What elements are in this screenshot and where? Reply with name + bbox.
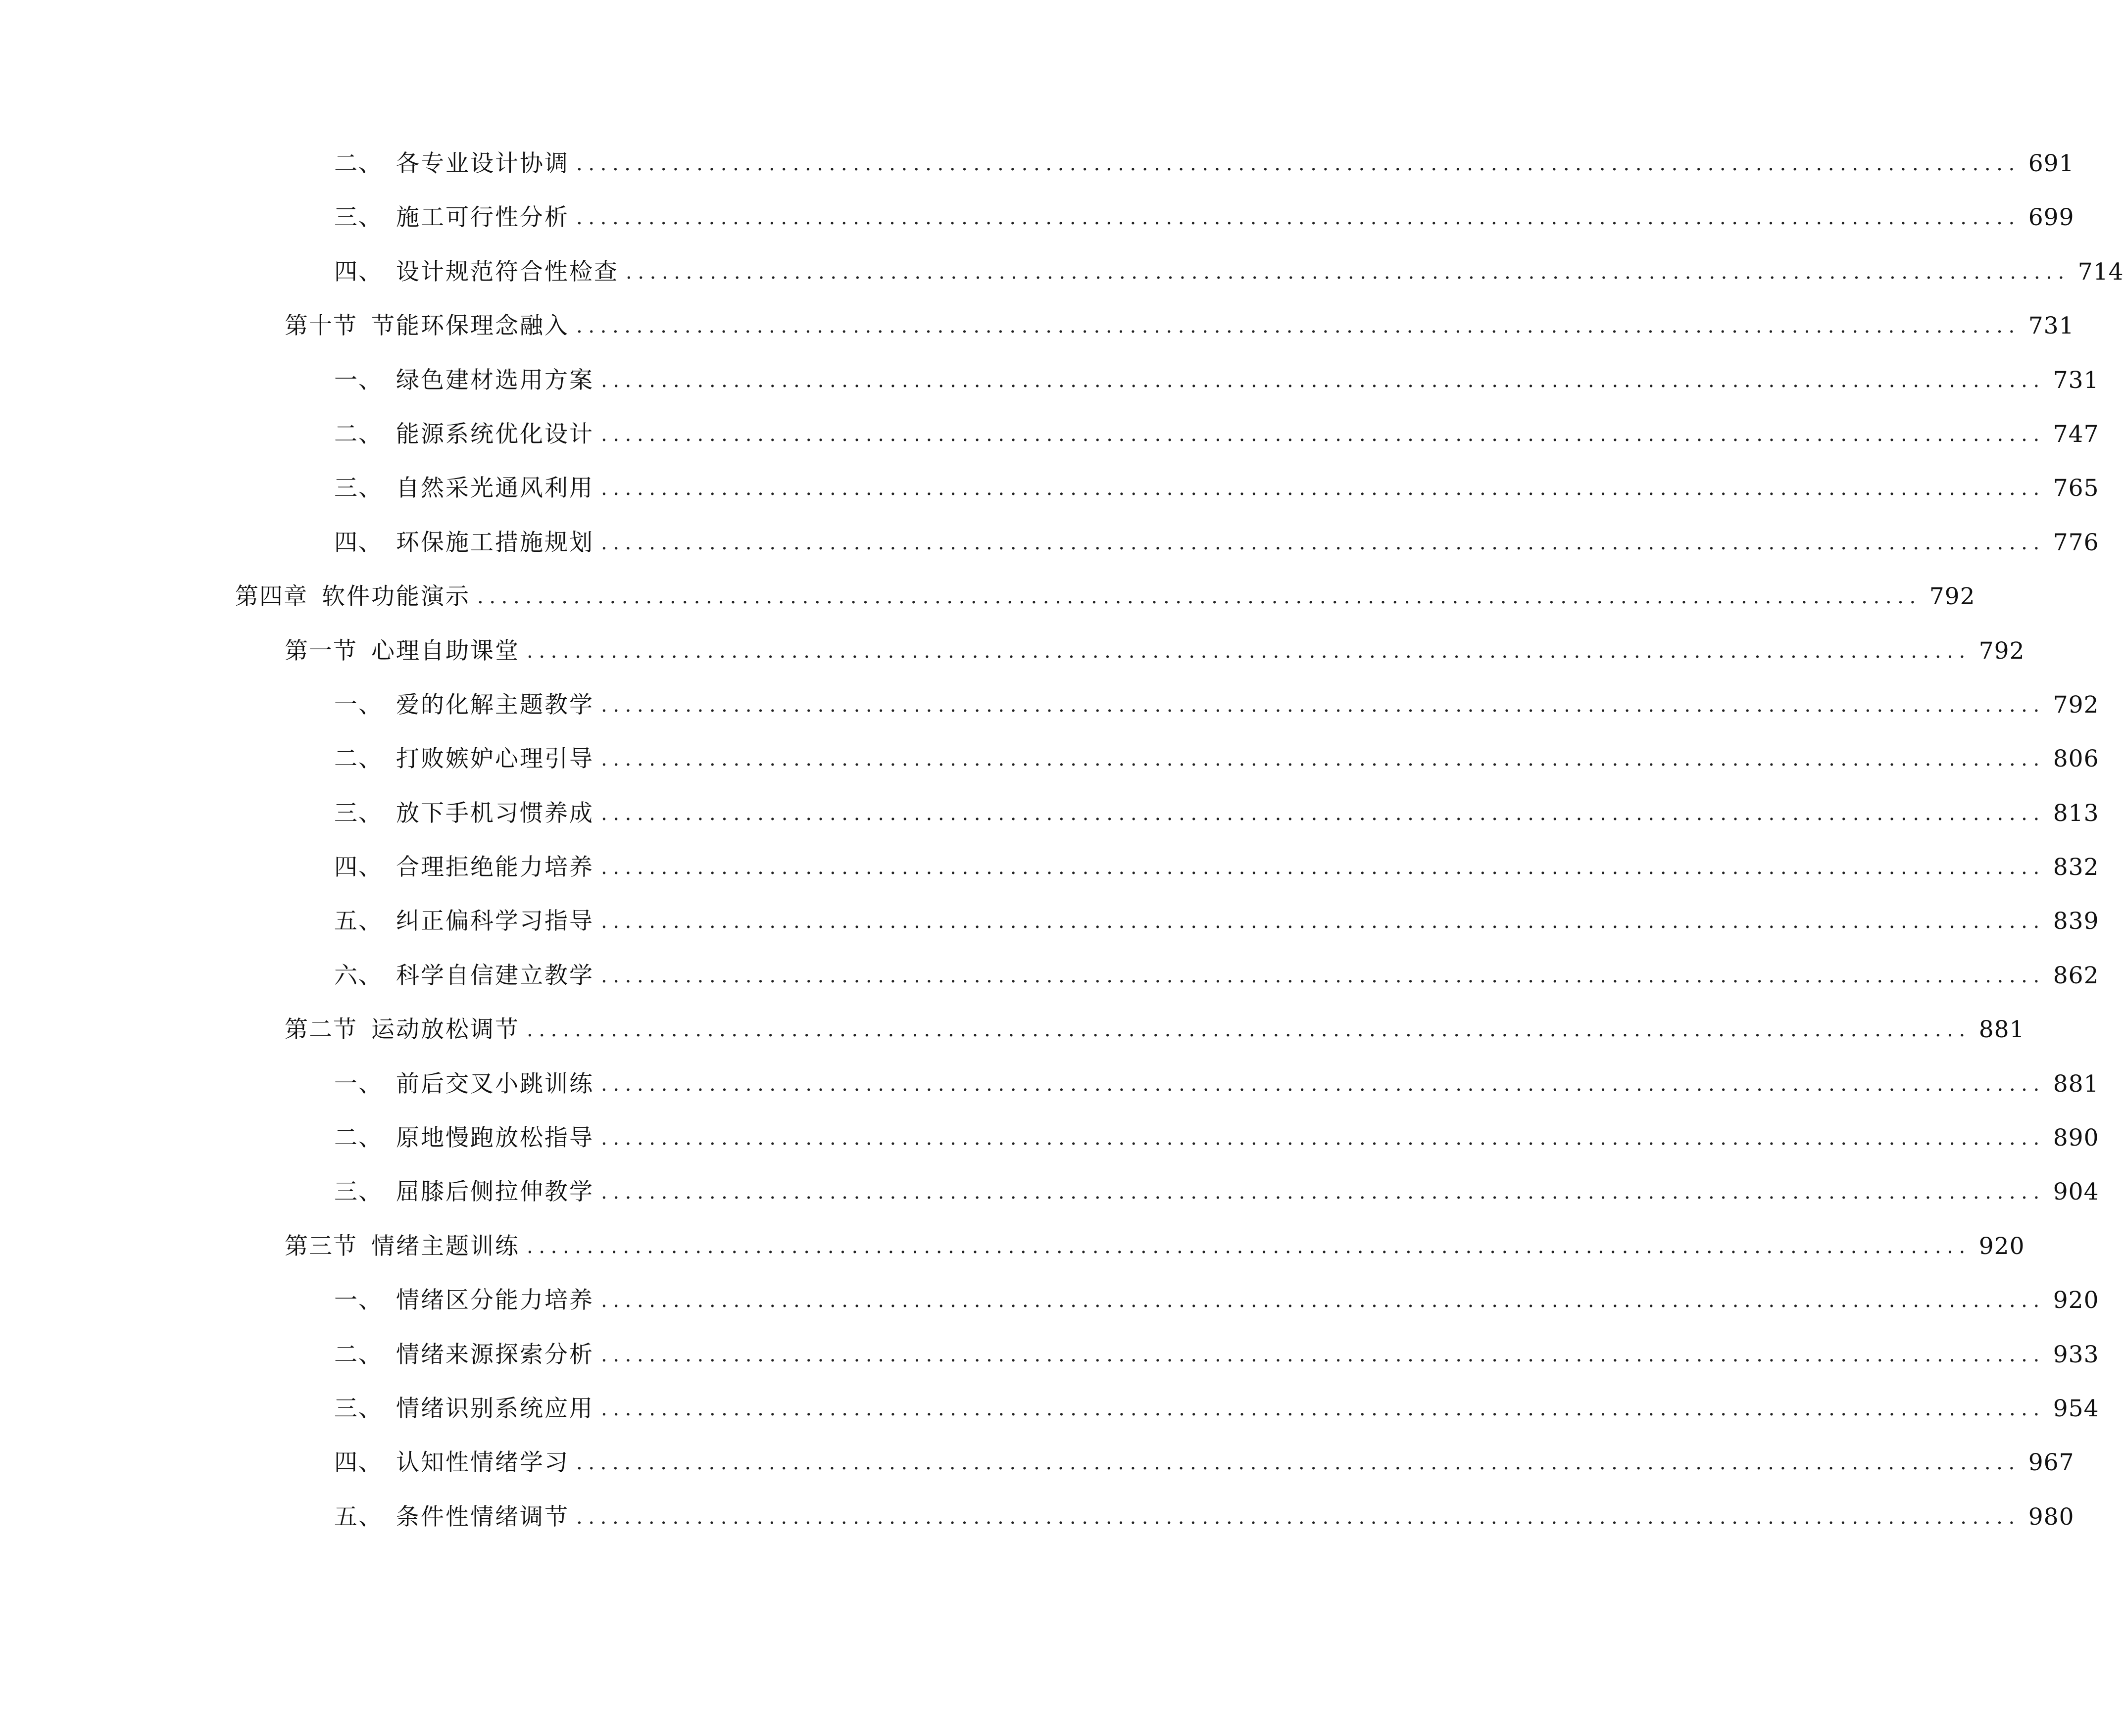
toc-entry-line: [334, 1172, 2099, 1212]
toc-entry-title: 运动放松调节: [371, 1016, 520, 1044]
toc-entry-title: 打败嫉妒心理引导: [396, 745, 594, 773]
toc-entry[interactable]: [0, 577, 1976, 631]
toc-dot-leader: ........................................................................................................................: [576, 1505, 2021, 1529]
toc-entry[interactable]: [0, 739, 2099, 793]
toc-entry[interactable]: [0, 144, 2075, 198]
toc-entry-number: 第十节: [285, 312, 357, 340]
toc-entry[interactable]: [0, 198, 2075, 252]
toc-entry-line: [334, 198, 2075, 238]
toc-entry-number: 二、: [334, 745, 383, 773]
toc-entry-page-number: 776: [2053, 529, 2099, 556]
toc-entry[interactable]: [0, 1443, 2075, 1497]
toc-entry-page-number: 747: [2053, 420, 2099, 448]
toc-entry[interactable]: [0, 252, 2124, 306]
toc-entry-line: [285, 1227, 2025, 1266]
toc-entry-title: 科学自信建立教学: [396, 962, 594, 989]
toc-entry-page-number: 904: [2053, 1178, 2099, 1206]
toc-entry[interactable]: [0, 685, 2099, 739]
toc-dot-leader: ........................................................................................................................: [601, 1343, 2045, 1366]
toc-entry-title: 爱的化解主题教学: [396, 691, 594, 719]
toc-entry-number: 四、: [334, 258, 383, 286]
toc-dot-leader: ........................................................................................................................: [601, 1181, 2045, 1204]
toc-dot-leader: ........................................................................................................................: [601, 1072, 2045, 1096]
toc-entry-number: 二、: [334, 150, 383, 177]
toc-entry-page-number: 731: [2053, 366, 2099, 394]
toc-entry-title: 原地慢跑放松指导: [396, 1124, 594, 1152]
toc-entry-line: [285, 631, 2025, 671]
toc-entry-line: [334, 469, 2099, 508]
toc-dot-leader: ........................................................................................................................: [601, 369, 2045, 392]
toc-entry-line: [285, 1010, 2025, 1050]
toc-entry-number: 一、: [334, 1070, 383, 1098]
toc-entry-title: 环保施工措施规划: [396, 529, 594, 556]
toc-entry-page-number: 920: [1978, 1232, 2025, 1260]
toc-entry[interactable]: [0, 361, 2099, 415]
toc-entry-number: 四、: [334, 854, 383, 881]
toc-entry-page-number: 792: [1929, 583, 1976, 611]
toc-dot-leader: ........................................................................................................................: [576, 152, 2021, 175]
toc-entry[interactable]: [0, 794, 2099, 848]
toc-entry-line: [334, 361, 2099, 400]
toc-entry-page-number: 933: [2053, 1341, 2099, 1368]
toc-entry-number: 二、: [334, 1341, 383, 1368]
toc-entry[interactable]: [0, 1118, 2099, 1172]
toc-dot-leader: ........................................................................................................................: [601, 802, 2045, 825]
toc-entry-title: 认知性情绪学习: [396, 1449, 569, 1477]
toc-entry[interactable]: [0, 1064, 2099, 1118]
toc-entry-number: 第四章: [235, 583, 308, 611]
toc-entry[interactable]: [0, 1389, 2099, 1443]
toc-entry-page-number: 980: [2028, 1503, 2075, 1531]
toc-entry-title: 合理拒绝能力培养: [396, 854, 594, 881]
table-of-contents: [0, 144, 2124, 1551]
toc-dot-leader: ........................................................................................................................: [527, 639, 1971, 663]
toc-entry[interactable]: [0, 415, 2099, 469]
toc-entry-page-number: 954: [2053, 1395, 2099, 1422]
toc-entry-line: [334, 902, 2099, 941]
toc-dot-leader: ........................................................................................................................: [601, 910, 2045, 933]
toc-dot-leader: ........................................................................................................................: [601, 1397, 2045, 1420]
toc-dot-leader: ........................................................................................................................: [601, 856, 2045, 879]
toc-entry-title: 各专业设计协调: [396, 150, 569, 177]
toc-entry-number: 第一节: [285, 637, 357, 665]
toc-entry-number: 一、: [334, 691, 383, 719]
toc-entry-number: 二、: [334, 1124, 383, 1152]
toc-entry-title: 心理自助课堂: [371, 637, 520, 665]
toc-entry-line: [334, 1335, 2099, 1375]
toc-entry[interactable]: [0, 956, 2099, 1010]
toc-entry-page-number: 806: [2053, 745, 2099, 773]
toc-entry-line: [334, 415, 2099, 454]
toc-entry-number: 五、: [334, 1503, 383, 1531]
toc-entry-number: 五、: [334, 908, 383, 935]
toc-entry-number: 三、: [334, 1395, 383, 1422]
toc-entry-title: 设计规范符合性检查: [396, 258, 619, 286]
toc-entry-line: [334, 794, 2099, 833]
toc-entry-line: [334, 1064, 2099, 1104]
toc-dot-leader: ........................................................................................................................: [576, 1451, 2021, 1475]
toc-entry-number: 三、: [334, 799, 383, 827]
toc-entry-page-number: 792: [1978, 637, 2025, 665]
toc-entry-title: 节能环保理念融入: [371, 312, 569, 340]
toc-entry-number: 第二节: [285, 1016, 357, 1044]
toc-entry-page-number: 967: [2028, 1449, 2075, 1477]
toc-entry-page-number: 890: [2053, 1124, 2099, 1152]
toc-entry-title: 情绪主题训练: [371, 1232, 520, 1260]
toc-entry-line: [334, 848, 2099, 887]
toc-entry[interactable]: [0, 1227, 2025, 1281]
toc-dot-leader: ........................................................................................................................: [477, 585, 1922, 609]
toc-entry-page-number: 862: [2053, 962, 2099, 989]
toc-entry-line: [334, 144, 2075, 184]
toc-entry[interactable]: [0, 523, 2099, 577]
toc-entry[interactable]: [0, 469, 2099, 523]
toc-entry-title: 放下手机习惯养成: [396, 799, 594, 827]
toc-entry-page-number: 881: [1978, 1016, 2025, 1044]
toc-entry-number: 三、: [334, 475, 383, 502]
toc-entry-number: 一、: [334, 366, 383, 394]
toc-entry[interactable]: [0, 1497, 2075, 1551]
toc-entry-title: 纠正偏科学习指导: [396, 908, 594, 935]
toc-entry-number: 第三节: [285, 1232, 357, 1260]
toc-entry-page-number: 699: [2028, 204, 2075, 232]
toc-dot-leader: ........................................................................................................................: [601, 423, 2045, 446]
toc-entry[interactable]: [0, 631, 2025, 685]
toc-dot-leader: ........................................................................................................................: [527, 1235, 1971, 1258]
toc-dot-leader: ........................................................................................................................: [601, 477, 2045, 500]
toc-entry-number: 三、: [334, 204, 383, 232]
toc-entry-page-number: 765: [2053, 475, 2099, 502]
toc-entry[interactable]: [0, 848, 2099, 902]
toc-entry-line: [334, 1443, 2075, 1483]
toc-entry-title: 情绪区分能力培养: [396, 1287, 594, 1314]
toc-entry-title: 情绪识别系统应用: [396, 1395, 594, 1422]
toc-entry-title: 屈膝后侧拉伸教学: [396, 1178, 594, 1206]
toc-entry[interactable]: [0, 1281, 2099, 1335]
toc-dot-leader: ........................................................................................................................: [601, 1289, 2045, 1312]
toc-entry-title: 施工可行性分析: [396, 204, 569, 232]
toc-entry[interactable]: [0, 1010, 2025, 1064]
toc-entry-title: 绿色建材选用方案: [396, 366, 594, 394]
toc-entry-number: 六、: [334, 962, 383, 989]
toc-entry-line: [334, 252, 2124, 292]
toc-entry-title: 条件性情绪调节: [396, 1503, 569, 1531]
toc-dot-leader: ........................................................................................................................: [601, 531, 2045, 554]
toc-entry-line: [334, 1118, 2099, 1158]
toc-entry-page-number: 839: [2053, 908, 2099, 935]
toc-entry-page-number: 731: [2028, 312, 2075, 340]
toc-dot-leader: ........................................................................................................................: [601, 693, 2045, 717]
toc-entry-line: [334, 956, 2099, 996]
toc-dot-leader: ........................................................................................................................: [601, 748, 2045, 771]
toc-entry-title: 前后交叉小跳训练: [396, 1070, 594, 1098]
toc-entry-number: 三、: [334, 1178, 383, 1206]
toc-entry-number: 二、: [334, 420, 383, 448]
toc-dot-leader: ........................................................................................................................: [626, 260, 2070, 284]
toc-dot-leader: ........................................................................................................................: [601, 1127, 2045, 1150]
toc-dot-leader: ........................................................................................................................: [527, 1018, 1971, 1042]
toc-entry[interactable]: [0, 1335, 2099, 1389]
toc-entry-line: [235, 577, 1976, 617]
toc-entry-line: [334, 1281, 2099, 1320]
toc-entry-page-number: 691: [2028, 150, 2075, 177]
toc-entry-title: 软件功能演示: [322, 583, 470, 611]
toc-entry-page-number: 881: [2053, 1070, 2099, 1098]
toc-entry[interactable]: [0, 1172, 2099, 1226]
toc-entry-page-number: 832: [2053, 854, 2099, 881]
toc-entry-page-number: 920: [2053, 1287, 2099, 1314]
toc-entry-line: [334, 739, 2099, 779]
toc-entry[interactable]: [0, 902, 2099, 956]
toc-entry-line: [334, 523, 2099, 563]
toc-entry-line: [334, 1497, 2075, 1537]
toc-entry-title: 能源系统优化设计: [396, 420, 594, 448]
toc-entry-number: 四、: [334, 1449, 383, 1477]
toc-dot-leader: ........................................................................................................................: [576, 315, 2021, 338]
toc-entry[interactable]: [0, 306, 2075, 360]
toc-entry-title: 自然采光通风利用: [396, 475, 594, 502]
toc-entry-number: 四、: [334, 529, 383, 556]
toc-entry-number: 一、: [334, 1287, 383, 1314]
toc-entry-page-number: 813: [2053, 799, 2099, 827]
toc-entry-page-number: 792: [2053, 691, 2099, 719]
toc-entry-line: [334, 685, 2099, 725]
toc-entry-line: [285, 306, 2075, 346]
toc-entry-page-number: 714: [2077, 258, 2124, 286]
toc-dot-leader: ........................................................................................................................: [601, 964, 2045, 987]
toc-entry-line: [334, 1389, 2099, 1429]
toc-entry-title: 情绪来源探索分析: [396, 1341, 594, 1368]
toc-dot-leader: ........................................................................................................................: [576, 206, 2021, 230]
